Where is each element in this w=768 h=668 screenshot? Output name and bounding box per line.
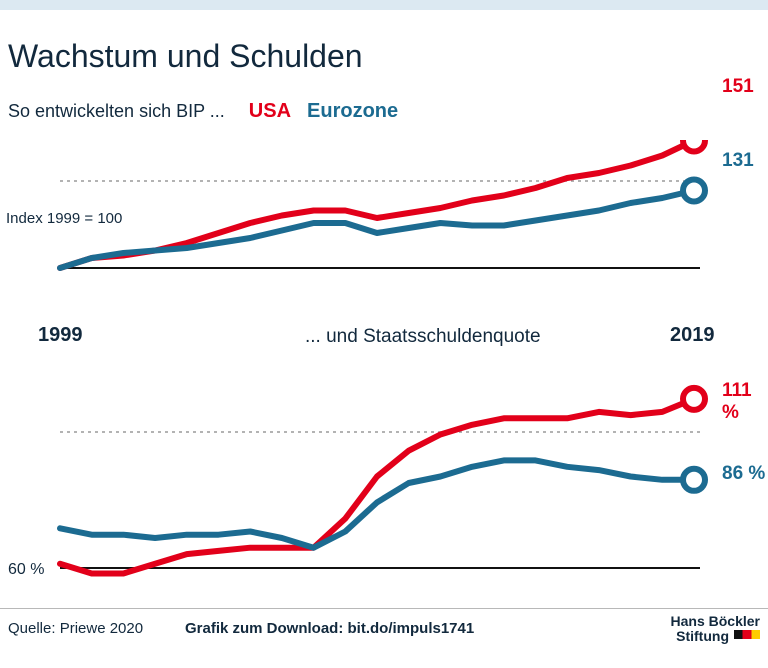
index-note: Index 1999 = 100 bbox=[6, 210, 123, 227]
series-line-usa-bottom bbox=[60, 399, 694, 574]
year-start-label: 1999 bbox=[38, 324, 83, 346]
logo-line-1: Hans Böckler bbox=[670, 613, 760, 629]
flag-icon bbox=[734, 630, 760, 639]
page-title: Wachstum und Schulden bbox=[8, 38, 363, 74]
endpoint-label-usa-top: 151 bbox=[722, 76, 754, 97]
logo-line-2: Stiftung bbox=[676, 627, 729, 644]
year-end-label: 2019 bbox=[670, 324, 715, 346]
source-text: Quelle: Priewe 2020 bbox=[8, 620, 144, 637]
top-accent-bar bbox=[0, 0, 768, 10]
legend-item-usa: USA bbox=[248, 100, 292, 122]
endpoint-marker-usa-bottom bbox=[683, 388, 705, 410]
endpoint-label-usa-bottom: 111 % bbox=[722, 380, 752, 423]
download-link[interactable]: Grafik zum Download: bit.do/impuls1741 bbox=[185, 620, 475, 637]
endpoint-marker-usa-top bbox=[683, 140, 705, 152]
footer-divider bbox=[0, 608, 768, 609]
endpoint-marker-eurozone-top bbox=[683, 180, 705, 202]
logo bbox=[671, 614, 760, 645]
endpoint-label-eurozone-bottom: 86 % bbox=[722, 463, 766, 484]
series-line-eurozone-top bbox=[60, 191, 694, 269]
endpoint-label-eurozone-top: 131 bbox=[722, 150, 754, 171]
chart-debt-caption: ... und Staatsschuldenquote bbox=[305, 326, 541, 347]
chart-debt-svg bbox=[0, 360, 768, 590]
chart-debt-ratio bbox=[0, 360, 768, 590]
chart-subtitle: So entwickelten sich BIP ... bbox=[8, 101, 225, 121]
subtitle-legend-row bbox=[8, 100, 398, 123]
endpoint-marker-eurozone-bottom bbox=[683, 469, 705, 491]
legend-item-eurozone: Eurozone bbox=[307, 100, 399, 122]
axis-label-60-percent: 60 % bbox=[8, 561, 45, 578]
